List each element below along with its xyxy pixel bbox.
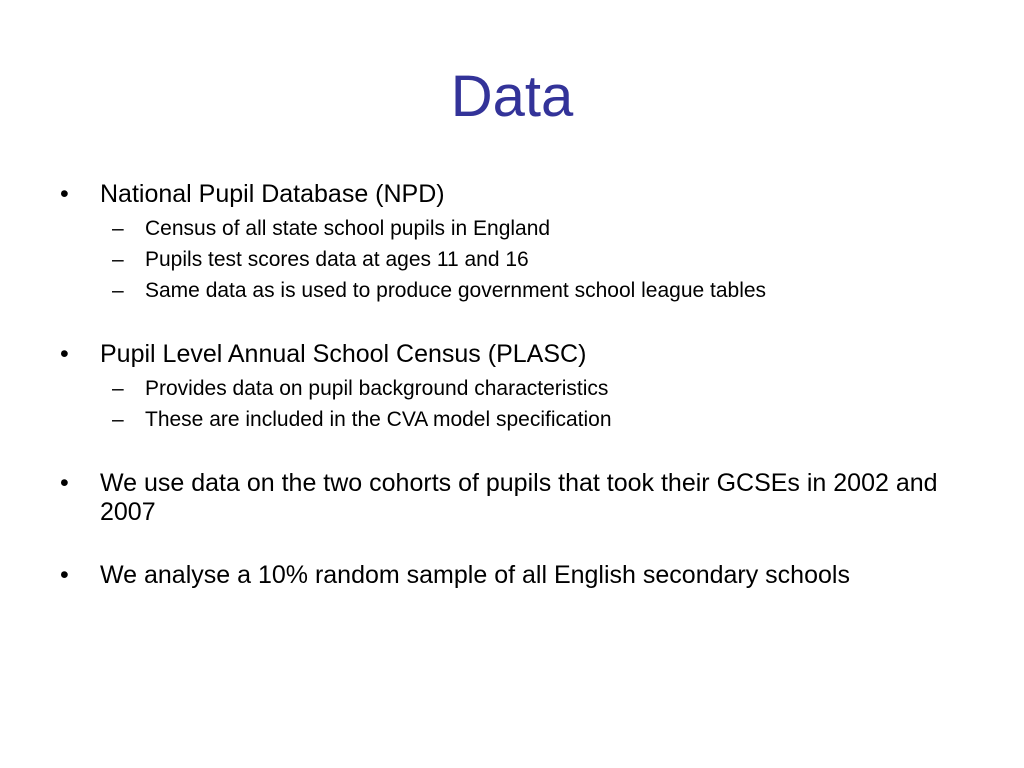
bullet-text: We analyse a 10% random sample of all English secondary schools — [100, 561, 850, 589]
dash-icon: – — [112, 279, 124, 302]
sub-bullet-list — [100, 213, 1000, 306]
bullet-text: Pupil Level Annual School Census (PLASC) — [100, 340, 587, 368]
sub-bullet-list — [100, 373, 1000, 435]
dash-icon: – — [112, 248, 124, 271]
bullet-icon: • — [60, 340, 69, 368]
bullet-text: National Pupil Database (NPD) — [100, 180, 445, 208]
bullet-item — [60, 340, 1000, 435]
sub-bullet-text: Census of all state school pupils in England — [145, 217, 551, 240]
slide-title: Data — [450, 64, 574, 129]
sub-bullet-item — [100, 275, 1000, 306]
bullet-item — [60, 561, 1000, 590]
bullet-icon: • — [60, 180, 69, 208]
dash-icon: – — [112, 377, 124, 400]
bullet-icon: • — [60, 469, 69, 497]
bullet-item — [60, 469, 1000, 527]
sub-bullet-item — [100, 404, 1000, 435]
sub-bullet-item — [100, 213, 1000, 244]
dash-icon: – — [112, 217, 124, 240]
sub-bullet-text: These are included in the CVA model specification — [145, 408, 612, 431]
bullet-icon: • — [60, 561, 69, 589]
bullet-text: We use data on the two cohorts of pupils that took their GCSEs in 2002 and 2007 — [100, 469, 938, 526]
sub-bullet-item — [100, 244, 1000, 275]
bullet-item — [60, 180, 1000, 306]
sub-bullet-text: Pupils test scores data at ages 11 and 16 — [145, 248, 529, 271]
sub-bullet-text: Same data as is used to produce government school league tables — [145, 279, 767, 302]
sub-bullet-item — [100, 373, 1000, 404]
bullet-list — [60, 180, 1000, 624]
dash-icon: – — [112, 408, 124, 431]
sub-bullet-text: Provides data on pupil background characteristics — [145, 377, 609, 400]
